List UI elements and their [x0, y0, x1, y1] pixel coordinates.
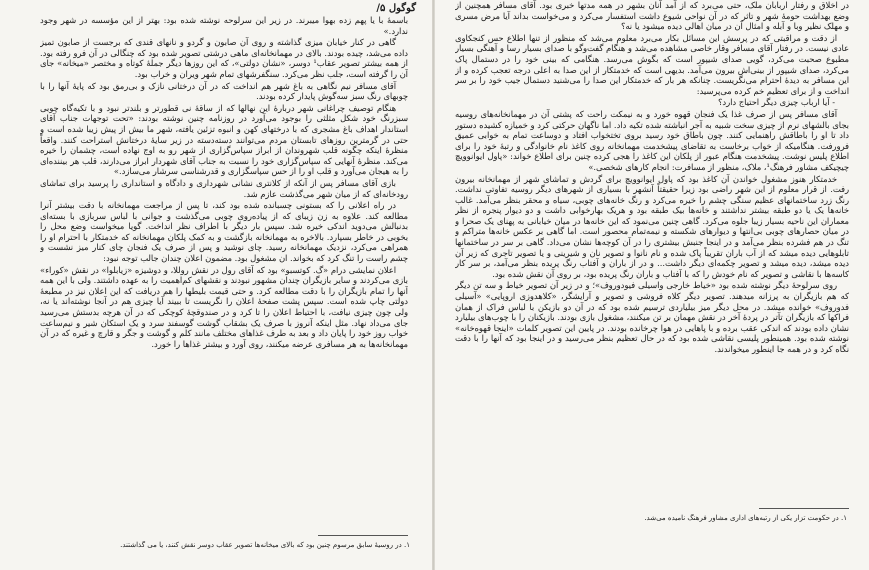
left-page — [0, 0, 432, 570]
paragraph: خدمتکار هنوز مشغول خواندن آن کاغذ بود که پاول ایوانوویچ برای گردش و تماشای شهر از مهمانخانه بیرون رفت. از قرار معلوم از این شهر راضی بود زیرا حقیقتاً آنشهر با بسیاری از شهرهای دیگر روسیه تفاوتی نداشت. رنگ زرد ساختمانهای عظیم سنگی چشم را خیره می‌کرد و رنگ خانه‌های چوبی، سیاه و محقر بنظر می‌آمد. غالب خانه‌ها یک یا دو طبقه بیشتر نداشتند و خانه‌ها بیک طبقه بود و هریک بهارخوابی داشت و دو دیوار پنجره از نظر معماران این ناحیه بسیار زیبا جلوه می‌کرد. گاهی چنین می‌نمود که این خانه‌ها در میان خیابانی به پهنای یک صحرا و در میان حصارهای چوبی بی‌انتها و دیوارهای شکسته و نیمه‌تمام محصور است. اما گاهی بر عکس خانه‌ها متراکم و تنگ در هم فشرده بنظر می‌آمد و در اینجا جنبش بیشتری را در آن کوچه‌ها نشان می‌داد. گاهی بر سر در ساختمانها تابلوهایی دیده میشد که از آب باران تقریباً پاک شده و نام نانوا و تصویر نان و شیرینی و یا تصویر تاجری که زیر آن دیده میشد، دیده میشد و تصویر چکمه‌ای دیگر داشت... و در از باران و آفتاب رنگ پریده بنظر می‌آمد، بر سر کار کاسه‌ها با نقاشی و تصویر که نام خودش را که با آفتاب و باران رنگ پریده بود، بر روی آن نقش شده بود. — [455, 173, 849, 279]
paragraph: از دقت و مراقبتی که در پرسش این مسائل بکار می‌برد معلوم می‌شد که منظور از تنها اطلاع حس کنجکاوی عادی نیست. در رفتار آقای مسافر وقار خاصی مشاهده می‌شد و هنگام گفت‌وگو با صدای بسیار رسا و آهنگی بسیار مطبوع صحبت می‌کرد، گویی صدای شیپور است که بگوش می‌رسد. هنگامی که بینی خود را در دستمال پاک می‌کرد، صدای شیپور از بینی‌اش بیرون می‌آمد. بدیهی است که خدمتکار از این صدا به اعلی درجه تعجب کرده و از این مسافر به دیدهٔ احترام می‌نگریست. چنانکه هر بار که خدمتکار این صدا را می‌شنید دستمال جیب خود را بر سر انداخت و از برای تعظیم خم کرده می‌پرسید: — [455, 32, 849, 96]
footnote: ۱. در روسیهٔ سابق مرسوم چنین بود که بالای میخانه‌ها تصویر عقاب دوسر نقش کنند، یا می گذاشتند. — [120, 541, 410, 549]
paragraph: آقای مسافر نیم نگاهی به باغ شهر هم انداخت که در آن درختانی نازک و بی‌رمق بود که پایهٔ آنها را با چوبهای رنگ سبز سه‌گوش پایدار کرده بودند. — [40, 80, 408, 102]
footnote-rule — [759, 508, 849, 509]
paragraph: روی سرلوحهٔ دیگر نوشته شده بود «خیاط خارجی واسیلی فیودوروف»؛ و در زیر آن تصویر خیاط و سه تن دیگر که هم بازیگران به پرزانه میدهند. تصویر دیگر کلاه فروشی و تصویر و آرایشگر، «کلاهدوزی اروپایی» «آسیلی فدوروف» خوانده میشد. در محل دیگر میز بیلیاردی ترسیم شده بود که در آن دو بازیکن با لباس فراک از همان فراکها که بازیگران تآتر در پردهٔ آخر در نقش مهمان بر تن میکنند، مشغول بازی بودند. بازیکنان را با چوب‌های بیلیارد نشان داده بودند که اندکی عقب برده و با پاهایی در هوا چرخانده بودند. در پایین این تصویر کلمات «اینجا قهوه‌خانه» نوشته شده بود. همینطور پلیسی نقاشی شده بود که در حال تعظیم بنظر می‌رسید و در اینجا بود که آنها را با دقت نگاه کرد و در همه جا اینطور میخواندند. — [455, 280, 849, 354]
paragraph: در راه اعلانی را که بستونی چسبانده شده بود کند، تا پس از مراجعت مهمانخانه با دقت بیشتر آنرا مطالعه کند. علاوه به زن زیبای که از پیاده‌روی چوبی می‌گذشت و جوانی با لباس سربازی با بسته‌ای بدنبالش می‌دوید اندکی خیره شد. سپس بار دیگر با اطراف نظر انداخت. گویا میخواست وضع محل را بخوبی در خاطر بسپارد. بالاخره به مهمانخانه بازگشت و به کمک پلکان مهمانخانه که خدمتکار با احترام او را همراهی می‌کرد، نزدیک مهمانخانه رسید. چای نوشید و پس از صرف یک فنجان چای کنار میز نشست و چشم راست را تنگ کرد که بخواند. ان مشغول بود. مضمون اعلان چندان جالب توجه نبود: — [40, 200, 408, 264]
running-header: گوگول ۵/ — [376, 3, 416, 14]
footnote: ۱. در حکومت تزار یکی از رتبه‌های اداری مشاور فرهنگ نامیده می‌شد. — [644, 514, 847, 522]
paragraph: هنگام توصیف چراغانی شهر دربارهٔ این نهالها که از ساقهٔ نی قطورتر و بلندتر نبود و با تکیه‌گاه چوبی سبزرنگ خود شکل مثلثی را بوجود می‌آورد در روزنامه چنین نوشته بودند: «تحت توجهات جناب آقای استاندار اهداف باغ مشجری که با درختهای کهن و انبوه تزئین یافته، شهر ما بیش از پیش زیبا شده است و حتی در گرمترین روزهای تابستان مردم می‌توانند دسته‌دسته در زیر سایهٔ درختانش استراحت کنند. واقعاً منظرهٔ اینکه چگونه قلب شهروندان از ابراز سپاس‌گزاری از شهر رو به اوج نهاده است، چشمان را خیره می‌کند. منظرهٔ آنهایی که سپاس‌گزاری خود را نسبت به جناب آقای شهردار ابراز می‌دارند، قلب هر بیننده‌ای را به هیجان می‌آورد و قلب او را از حس سپاسگزاری و قدرشناسی سرشار می‌سازد.» — [40, 102, 408, 177]
dialogue-line: - آیا ارباب چیزی دیگر احتیاج دارد؟ — [717, 97, 835, 108]
footnote-rule — [318, 535, 408, 536]
paragraph: باسمهٔ با یا پهم زده بهوا میبرند. در زیر این سرلوحه نوشته شده بود: بهتر از این مؤسسه در شهر وجود ندارد.» — [40, 15, 408, 36]
paragraph: آقای مسافر پس از صرف غذا یک فنجان قهوه خورد و به نیمکت راحت که پشتی آن در مهمانخانه‌های روسیه بجای بالشهای نرم از چیزی سخت شبیه به آجر انباشته شده تکیه داد. اما ناگهان حرکتی کرد و خمیازه کشیده دستور داد تا او را باطاقش راهنمایی کنند. چون باطاق خود رسید بروی تختخواب افتاد و دوساعت تمام به خوابی عمیق فرورفت. هنگامیکه از خواب برخاست به تقاضای پیشخدمت مهمانخانه روی کاغذ نام خانوادگی و رتبهٔ خود را برای اطلاع پلیس نوشت. پیشخدمت هنگام عبور از پلکان این کاغذ را هجی کرده چنین برای اطلاع خواند: «پاول ایوانوویچ چیچیکف مشاور فرهنگ¹، ملاک، منظور از مسافرت: انجام کارهای شخصی.» — [455, 108, 849, 172]
right-page-body — [455, 0, 849, 505]
paragraph: بازی آقای مسافر پس از آنکه از کلانتری نشانی شهرداری و دادگاه و استانداری را پرسید برای تماشای رودخانه‌ای که از میان شهر می‌گذشت عازم شد. — [40, 177, 408, 199]
right-page — [435, 0, 869, 570]
paragraph: اعلان نمایشی درام «گ. کوتسبو» بود که آقای رول در نقش روللا، و دوشیزه «زیابلوا» در نقش «کوراء» بازی می‌کردند و سایر بازیگران چندان مشهور نبودند و نقشهای کم‌اهمیت را به عهده داشتند. ولی با این همه آنها را تمام بازیگران را با دقت مطالعه کرد. و حتی قیمت بلیطها را هم دریافت که این اعلان نیز در مطبعهٔ دولتی چاپ شده است. سپس پشت صفحهٔ اعلان را نگریست تا ببیند آیا چیزی هم در آنجا نوشته‌اند یا نه، ولی چون چیزی نیافت، با احتیاط اعلان را تا کرد و در صندوقچهٔ کوچکی که در آن هرچه بدستش می‌رسید جای می‌داد نهاد. مثل اینکه آنروز با صرف یک بشقاب گوشت گوسفند سرد و یک استکان شیر و نیم‌ساعت خواب روز خود را پایان داد و بعد به طرف غذاهای مختلف مانند کلم و گوشت و جگر و قارچ و غیره که در آن مهمانخانه‌ها به هر مسافری عرضه میکنند، روی آورد و بیشتر غذاها را خورد. — [40, 264, 408, 349]
paragraph: گاهی در کنار خیابان میزی گذاشته و روی آن صابون و گردو و نانهای قندی که برجست از صابون تمیز داده می‌شد، چیده بودند. بالای در مهمانخانه‌ای ماهی درشتی تصویر شده بود که چنگالی در آن فرو رفته بود. از همه بیشتر تصویر عقاب¹ دوسر، «نشان دولتی»، که این روزها دیگر جملهٔ کوتاه و مختصر «میخانه» جای آن را گرفته است، جلب نظر می‌کرد. سنگفرشهای تمام شهر ویران و خراب بود. — [40, 37, 408, 79]
left-page-body — [40, 15, 408, 533]
paragraph: در اخلاق و رفتار اربابان ملک، حتی می‌برد که از آمد آنان بشهر در همه مدتها خبری بود. آقای مسافر همچنین از وضع بهداشت حومهٔ شهر و تاثر که در آن نواحی شیوع داشت استفسار می‌کرد و می‌خواست بداند آیا مرض مسری و مهلک نظیر وبا و آبله و امثال آن در میان اهالی دیده میشود یا نه؟ — [455, 0, 849, 32]
